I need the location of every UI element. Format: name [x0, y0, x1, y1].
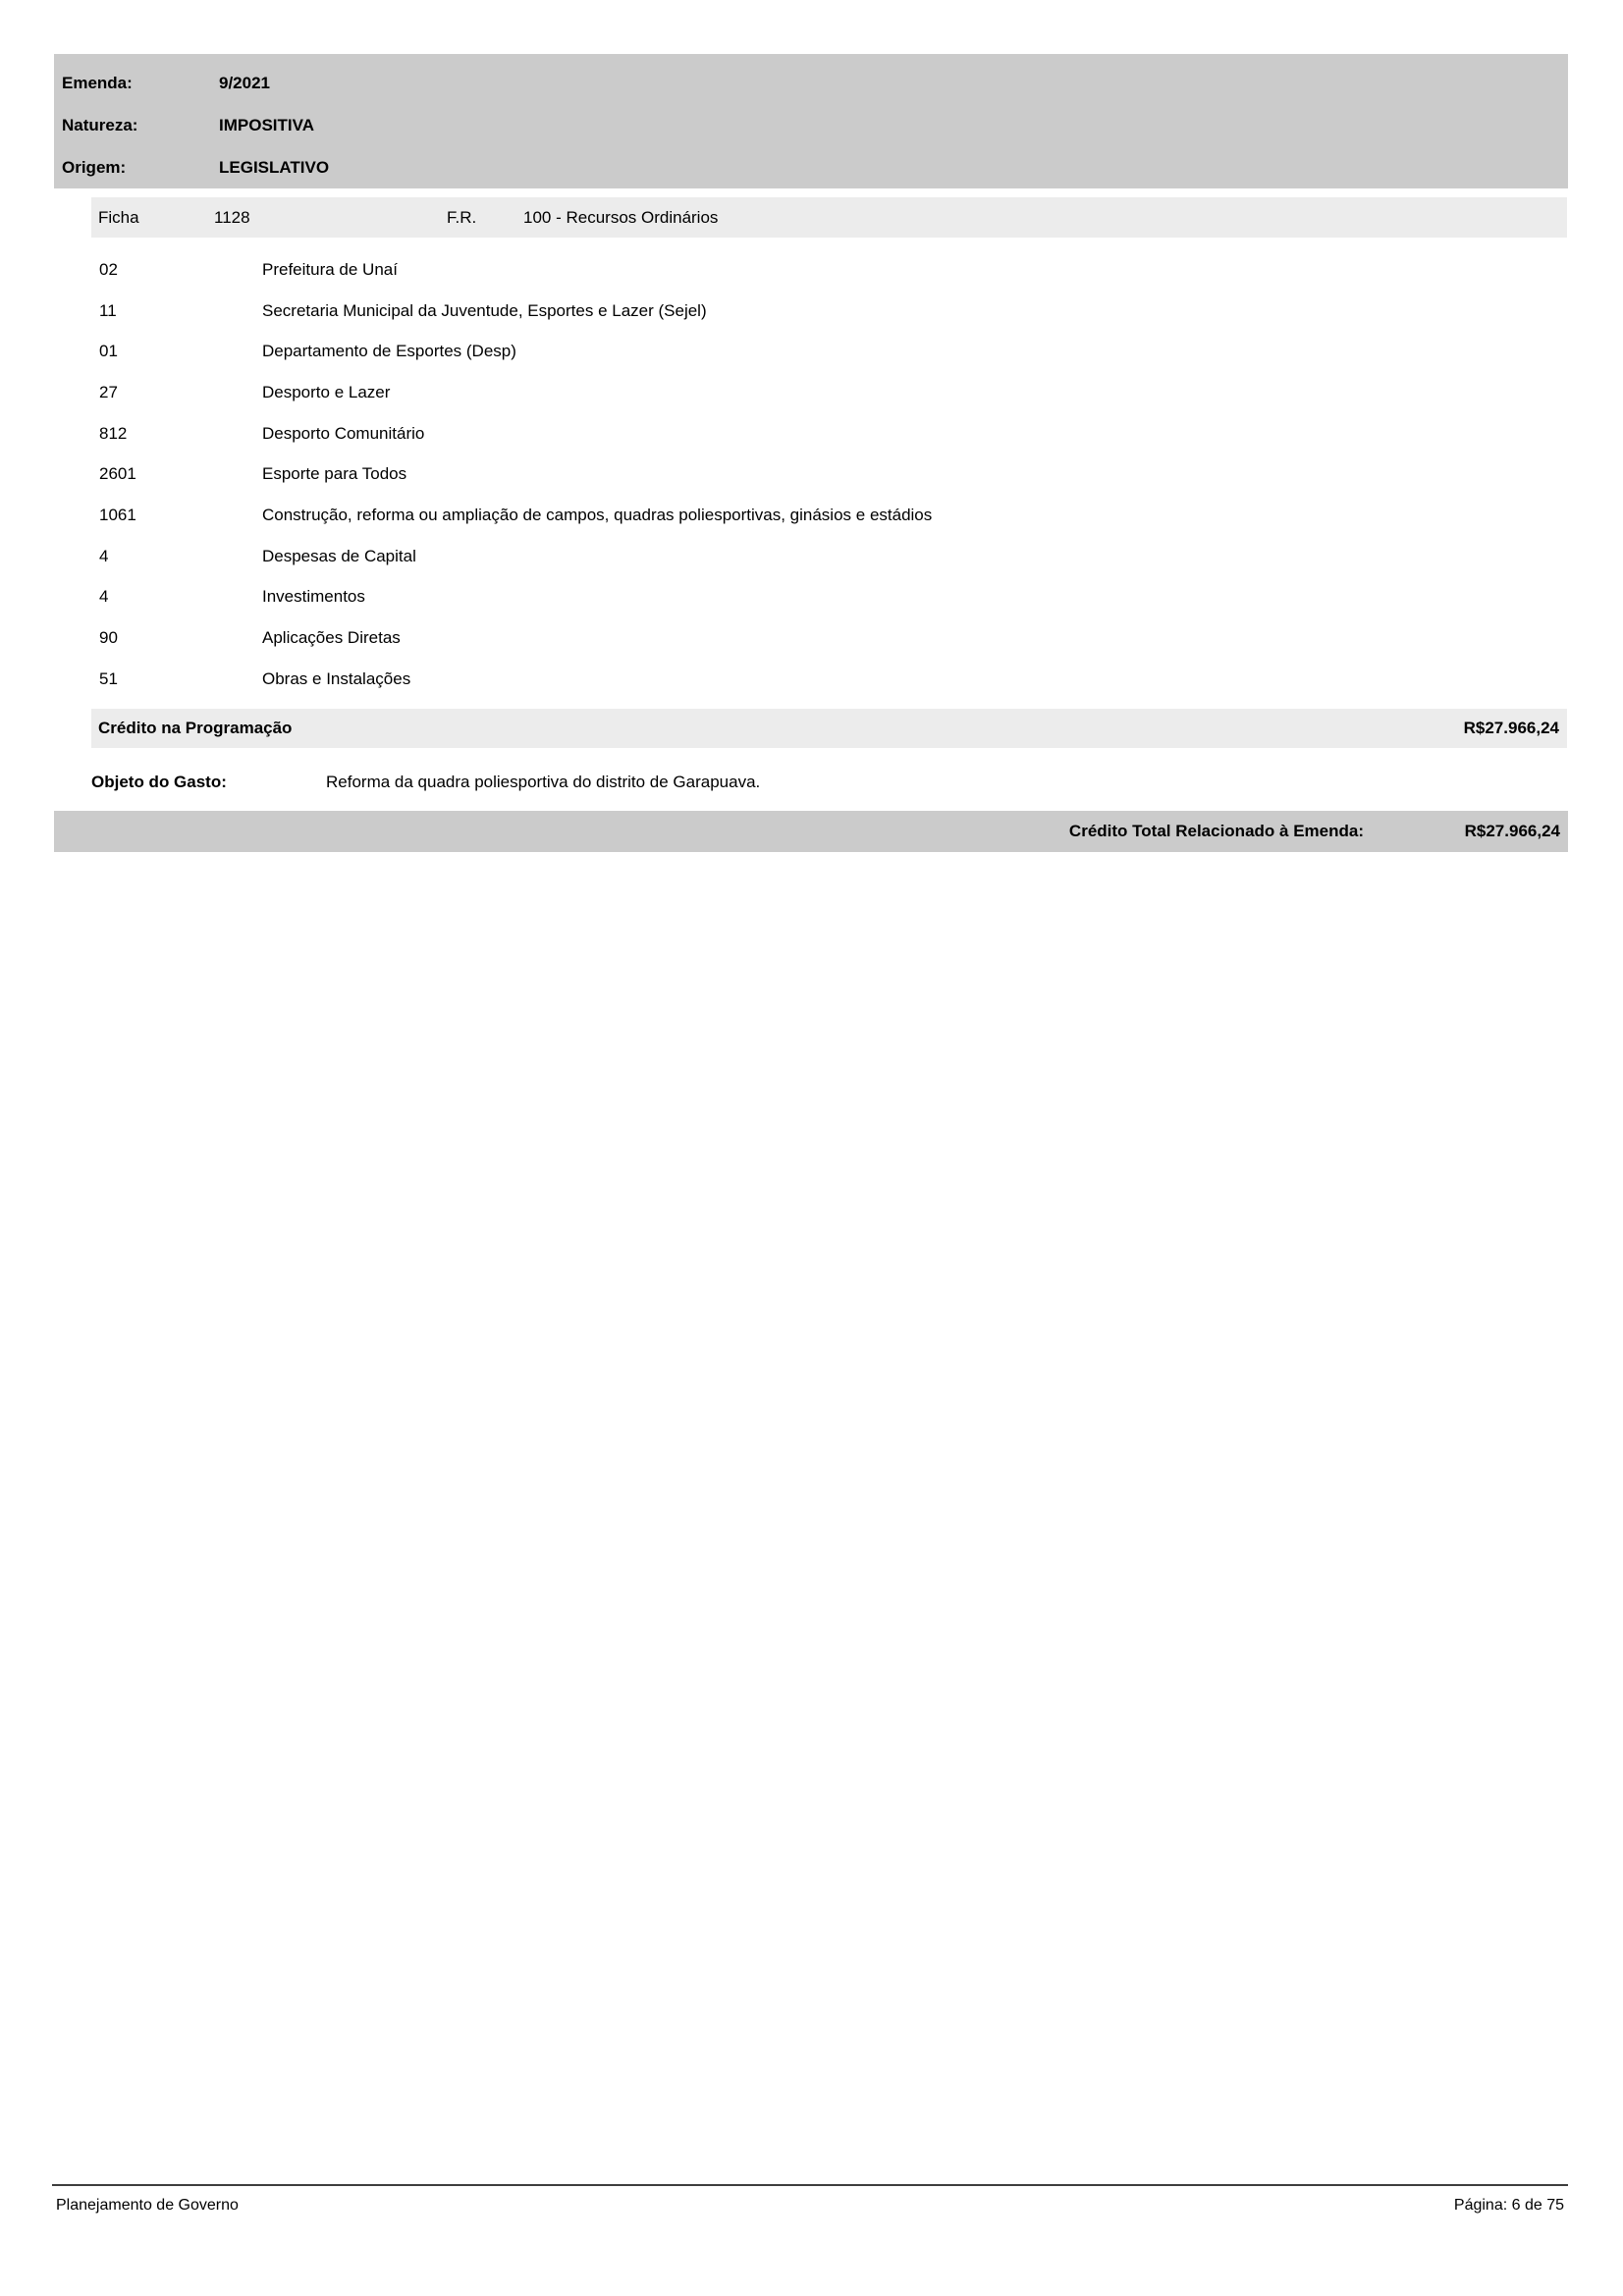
- classification-code: 11: [99, 300, 117, 320]
- ficha-row: [91, 197, 1567, 238]
- classification-row: [99, 413, 1568, 454]
- fr-label: F.R.: [447, 207, 477, 227]
- classification-description: Construção, reforma ou ampliação de campos, quadras poliesportivas, ginásios e estádios: [262, 505, 933, 524]
- classification-row: [99, 249, 1568, 291]
- classification-code: 27: [99, 382, 118, 401]
- classification-row: [99, 331, 1568, 372]
- objeto-gasto-label: Objeto do Gasto:: [91, 773, 227, 791]
- classification-description: Prefeitura de Unaí: [262, 259, 398, 279]
- classification-row: [99, 454, 1568, 495]
- credito-total-amount: R$27.966,24: [1464, 822, 1560, 840]
- classification-row: [99, 617, 1568, 659]
- header-row-emenda: [62, 62, 1568, 104]
- footer-page-number: Página: 6 de 75: [1453, 2197, 1564, 2214]
- emenda-value: 9/2021: [219, 73, 270, 92]
- classification-row: [99, 372, 1568, 413]
- classification-code: 1061: [99, 505, 136, 524]
- origem-value: LEGISLATIVO: [219, 157, 330, 177]
- classification-row: [99, 495, 1568, 536]
- classification-description: Secretaria Municipal da Juventude, Esportes e Lazer (Sejel): [262, 300, 707, 320]
- natureza-value: IMPOSITIVA: [219, 115, 314, 134]
- objeto-gasto-value: Reforma da quadra poliesportiva do distrito de Garapuava.: [326, 773, 761, 791]
- footer-report-title: Planejamento de Governo: [56, 2197, 239, 2214]
- classification-list: [99, 249, 1568, 700]
- credito-programacao-amount: R$27.966,24: [1463, 719, 1559, 737]
- classification-row: [99, 291, 1568, 332]
- classification-description: Aplicações Diretas: [262, 628, 401, 648]
- classification-code: 4: [99, 587, 109, 607]
- page-footer: [56, 2197, 1564, 2215]
- classification-description: Departamento de Esportes (Desp): [262, 342, 516, 361]
- emenda-header-block: [54, 54, 1568, 188]
- classification-code: 90: [99, 628, 118, 648]
- objeto-gasto-row: [91, 771, 1567, 794]
- classification-description: Despesas de Capital: [262, 546, 416, 565]
- classification-code: 02: [99, 259, 118, 279]
- natureza-label: Natureza:: [62, 115, 138, 134]
- classification-code: 2601: [99, 464, 136, 484]
- credito-total-bar: [54, 811, 1568, 852]
- origem-label: Origem:: [62, 157, 127, 177]
- classification-description: Obras e Instalações: [262, 668, 411, 688]
- emenda-label: Emenda:: [62, 73, 133, 92]
- classification-code: 51: [99, 668, 118, 688]
- header-row-natureza: [62, 104, 1568, 146]
- fr-value: 100 - Recursos Ordinários: [523, 207, 719, 227]
- classification-code: 812: [99, 423, 128, 443]
- classification-description: Esporte para Todos: [262, 464, 407, 484]
- footer-divider: [52, 2184, 1568, 2186]
- classification-code: 01: [99, 342, 118, 361]
- classification-row: [99, 577, 1568, 618]
- credito-programacao-label: Crédito na Programação: [98, 719, 293, 737]
- credito-programacao-bar: [91, 709, 1567, 748]
- classification-code: 4: [99, 546, 109, 565]
- classification-description: Desporto e Lazer: [262, 382, 391, 401]
- ficha-number: 1128: [214, 207, 250, 227]
- classification-row: [99, 659, 1568, 700]
- credito-total-label: Crédito Total Relacionado à Emenda:: [1068, 822, 1364, 840]
- header-row-origem: [62, 146, 1568, 188]
- classification-description: Desporto Comunitário: [262, 423, 425, 443]
- classification-description: Investimentos: [262, 587, 365, 607]
- classification-row: [99, 536, 1568, 577]
- ficha-label: Ficha: [98, 207, 139, 227]
